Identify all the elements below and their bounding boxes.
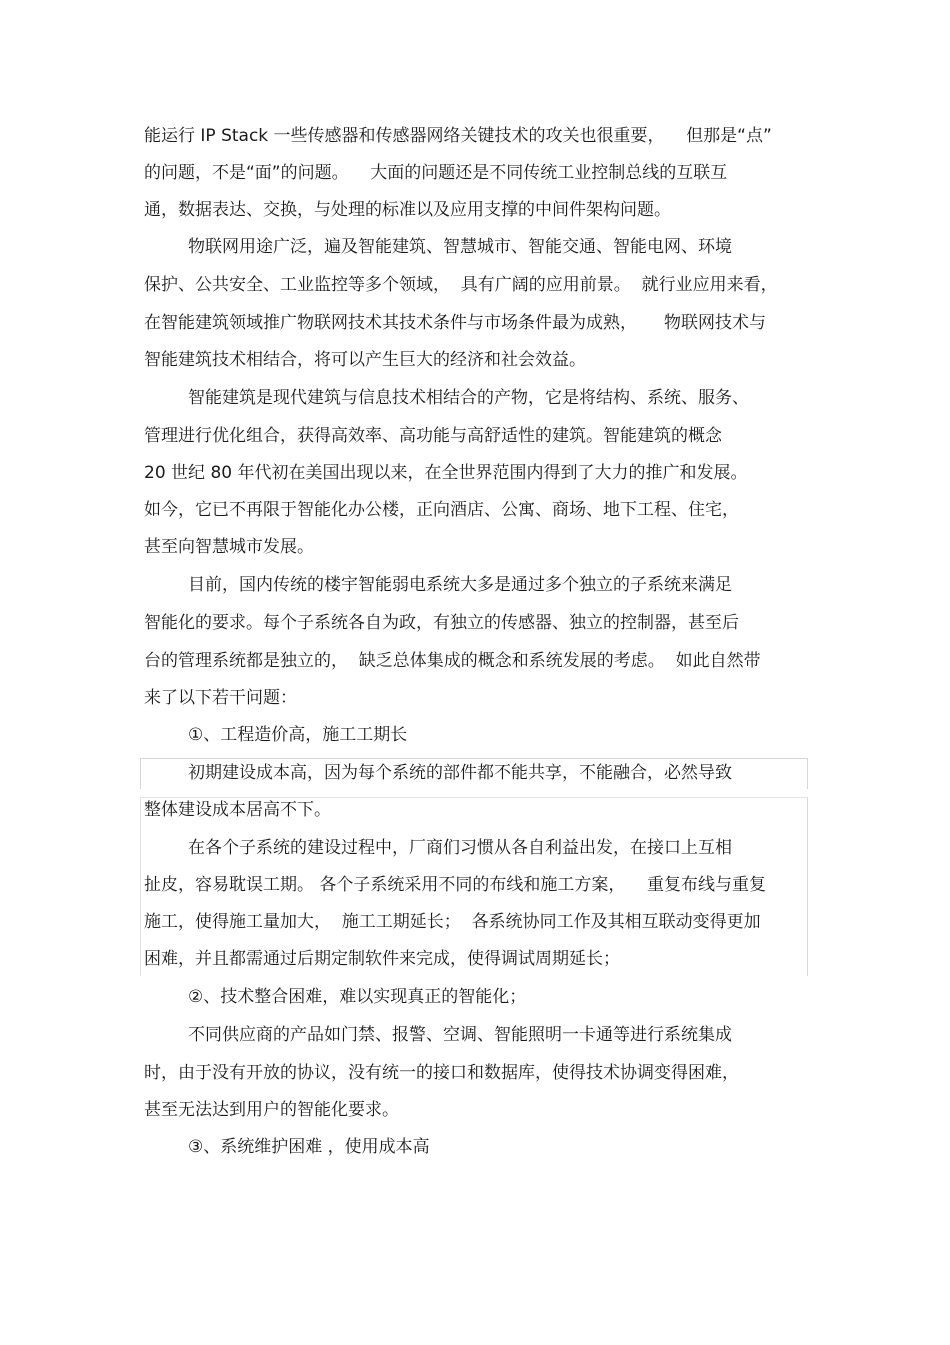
text-line: 管理进行优化组合，获得高效率、高功能与高舒适性的建筑。智能建筑的概念 bbox=[144, 426, 722, 446]
paragraph-start-line: 不同供应商的产品如门禁、报警、空调、智能照明一卡通等进行系统集成 bbox=[188, 1025, 732, 1045]
text-line: 困难，并且都需通过后期定制软件来完成，使得调试周期延长； bbox=[144, 949, 620, 969]
paragraph-start-line: 在各个子系统的建设过程中，厂商们习惯从各自利益出发，在接口上互相 bbox=[188, 838, 732, 858]
paragraph-start-line: 初期建设成本高，因为每个系统的部件都不能共享，不能融合，必然导致 bbox=[188, 763, 732, 783]
paragraph-start-line: 目前，国内传统的楼宇智能弱电系统大多是通过多个独立的子系统来满足 bbox=[188, 575, 732, 595]
text-line: 20 世纪 80 年代初在美国出现以来，在全世界范围内得到了大力的推广和发展。 bbox=[144, 463, 748, 483]
text-line: 如今，它已不再限于智能化办公楼，正向酒店、公寓、商场、地下工程、住宅， bbox=[144, 500, 739, 520]
list-heading-1: ①、工程造价高，施工工期长 bbox=[188, 725, 408, 745]
text-line: 的问题，不是“面”的问题。 大面的问题还是不同传统工业控制总线的互联互 bbox=[144, 163, 728, 183]
text-line: 台的管理系统都是独立的， 缺乏总体集成的概念和系统发展的考虑。 如此自然带 bbox=[144, 651, 761, 671]
paragraph-start-line: 物联网用途广泛，遍及智能建筑、智慧城市、智能交通、智能电网、环境 bbox=[188, 237, 732, 257]
text-line: 施工，使得施工量加大， 施工工期延长； 各系统协同工作及其相互联动变得更加 bbox=[144, 912, 761, 932]
text-line: 来了以下若干问题： bbox=[144, 688, 297, 708]
text-line: 甚至无法达到用户的智能化要求。 bbox=[144, 1100, 399, 1120]
text-line: 扯皮，容易耽误工期。 各个子系统采用不同的布线和施工方案， 重复布线与重复 bbox=[144, 875, 767, 895]
list-heading-3: ③、系统维护困难 ，使用成本高 bbox=[188, 1137, 430, 1157]
text-line: 保护、公共安全、工业监控等多个领域， 具有广阔的应用前景。 就行业应用来看， bbox=[144, 275, 778, 295]
text-line: 通，数据表达、交换，与处理的标准以及应用支撑的中间件架构问题。 bbox=[144, 200, 671, 220]
list-heading-2: ②、技术整合困难，难以实现真正的智能化； bbox=[188, 987, 527, 1007]
text-line: 智能建筑技术相结合，将可以产生巨大的经济和社会效益。 bbox=[144, 350, 586, 370]
text-line: 智能化的要求。每个子系统各自为政，有独立的传感器、独立的控制器，甚至后 bbox=[144, 613, 739, 633]
text-line: 在智能建筑领域推广物联网技术其技术条件与市场条件最为成熟， 物联网技术与 bbox=[144, 313, 767, 333]
paragraph-start-line: 智能建筑是现代建筑与信息技术相结合的产物，它是将结构、系统、服务、 bbox=[188, 388, 749, 408]
text-line: 整体建设成本居高不下。 bbox=[144, 800, 331, 820]
text-line: 时，由于没有开放的协议，没有统一的接口和数据库，使得技术协调变得困难， bbox=[144, 1063, 739, 1083]
text-line: 甚至向智慧城市发展。 bbox=[144, 537, 314, 557]
text-line: 能运行 IP Stack 一些传感器和传感器网络关键技术的攻关也很重要， 但那是“点” bbox=[144, 126, 772, 146]
